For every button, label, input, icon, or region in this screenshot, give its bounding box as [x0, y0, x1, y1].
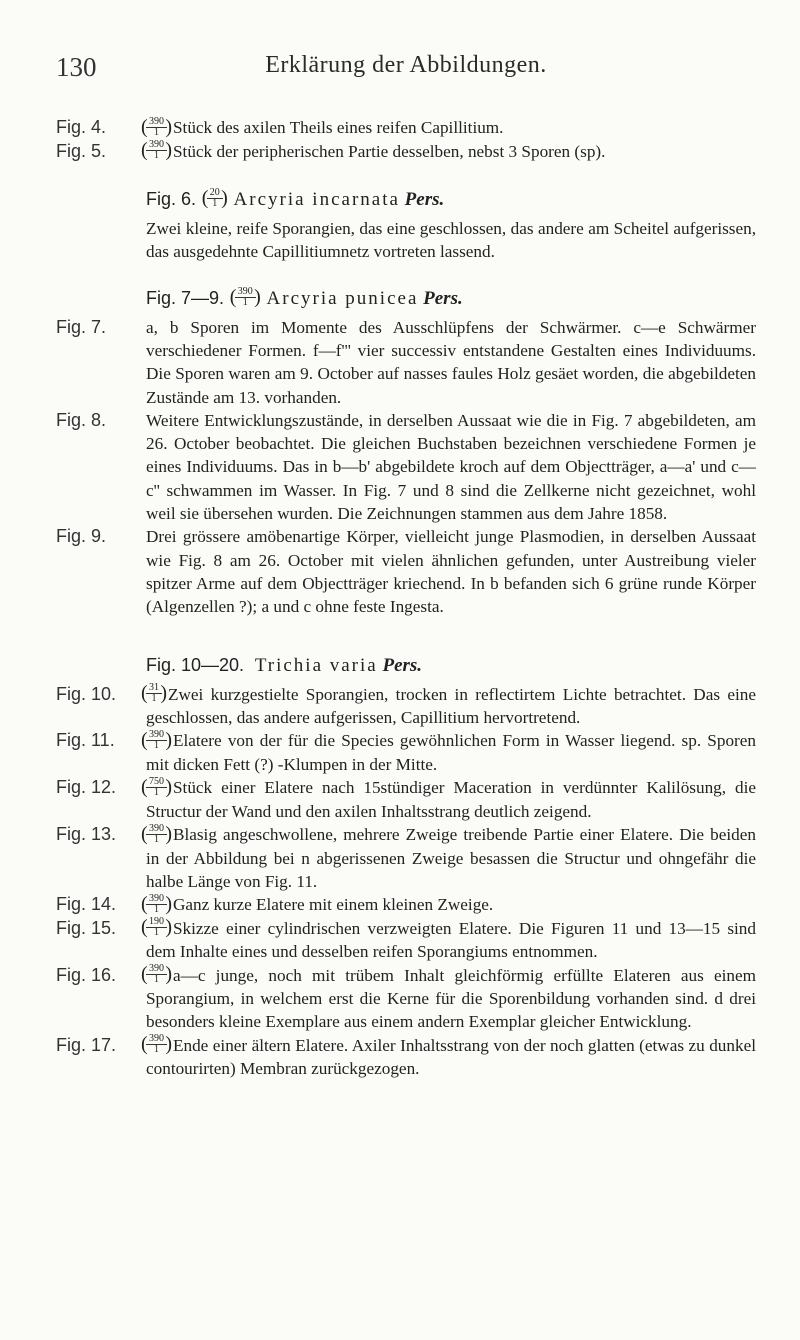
figure-description: ( $\frac{390}{1}$ ) Ende einer ältern Elatere. Axiler Inhaltsstrang von der noch glatten (etwas zu dunkel contourirten) Membran zurückgezogen.	[146, 1034, 756, 1081]
magnification: ( $\frac{390}{1}$ )	[146, 140, 167, 161]
running-title: Erklärung der Abbildungen.	[265, 52, 547, 78]
figure-description: ( $\frac{390}{1}$ ) Stück des axilen Theils eines reifen Capillitium.	[146, 116, 756, 140]
figure-description: ( $\frac{390}{1}$ ) Elatere von der für die Species gewöhnlichen Form in Wasser liegend. sp. Sporen mit dicken Fett (?) -Klumpen in der Mitte.	[146, 729, 756, 776]
figure-description: ( $\frac{31}{1}$ ) Zwei kurzgestielte Sporangien, trocken in reflectirtem Lichte betrachtet. Das eine geschlossen, das andere aufgerissen, Capillitium hervortretend.	[146, 683, 756, 730]
figure-entry-4	[56, 116, 756, 140]
figure-explanations	[56, 116, 756, 1081]
magnification: ( $\frac{390}{1}$ )	[235, 287, 256, 308]
species-name: Arcyria punicea	[266, 287, 419, 309]
species-author: Pers.	[382, 654, 423, 676]
species-author: Pers.	[404, 189, 445, 211]
magnification: ( $\frac{390}{1}$ )	[146, 964, 167, 985]
figure-entry-8	[56, 409, 756, 525]
species-name: Arcyria incarnata	[233, 189, 400, 211]
magnification: ( $\frac{31}{1}$ )	[146, 683, 162, 704]
figure-label: Fig. 8.	[56, 409, 107, 430]
figure-description: ( $\frac{390}{1}$ ) a—c junge, noch mit trübem Inhalt gleichförmig erfüllte Elateren aus einem Sporangium, in welchem erst die Kerne für die Sporenbildung vorhanden sind. d drei besonders kleine Exemplare aus einem andern Exemplar gleicher Entwicklung.	[146, 964, 756, 1034]
figure-description: a, b Sporen im Momente des Ausschlüpfens der Schwärmer. c—e Schwärmer verschiedener Formen. f—f''' vier successiv entstandene Gestalten eines Individuums. Die Sporen waren am 9. October auf nasses faules Holz gesäet worden, die abgebildeten Zustände am 13. vorhanden.	[146, 317, 756, 407]
figure-label: Fig. 10.	[56, 683, 117, 704]
figure-entry-9	[56, 525, 756, 618]
magnification: ( $\frac{390}{1}$ )	[146, 730, 167, 751]
species-author: Pers.	[423, 287, 463, 309]
figure-entry-13	[56, 823, 756, 893]
figure-description: ( $\frac{390}{1}$ ) Blasig angeschwollene, mehrere Zweige treibende Partie einer Elatere. Die beiden in der Abbildung bei n abgerissenen Zweige besassen die Structur und ohngefähr die halbe Länge von Fig. 11.	[146, 823, 756, 893]
magnification: ( $\frac{750}{1}$ )	[146, 777, 167, 798]
figure-label: Fig. 15.	[56, 917, 117, 938]
magnification: ( $\frac{20}{1}$ )	[207, 188, 223, 209]
magnification: ( $\frac{390}{1}$ )	[146, 117, 167, 138]
figure-entry-7	[56, 316, 756, 409]
figure-label: Fig. 9.	[56, 526, 107, 547]
magnification: ( $\frac{390}{1}$ )	[146, 824, 167, 845]
figure-entry-14	[56, 893, 756, 917]
figure-label: Fig. 17.	[56, 1034, 117, 1055]
figure-entry-10	[56, 683, 756, 730]
species-heading-arcyria-punicea: Fig. 7—9. ( $\frac{390}{1}$ ) Arcyria punicea Pers.	[56, 286, 756, 311]
figure-description: Zwei kleine, reife Sporangien, das eine geschlossen, das andere am Scheitel aufgerissen, das ausgedehnte Capillitiumnetz vortreten lassend.	[146, 219, 756, 262]
figure-description: ( $\frac{750}{1}$ ) Stück einer Elatere nach 15stündiger Maceration in verdünnter Kalilösung, die Structur der Wand und den axilen Inhaltsstrang deutlich zeigend.	[146, 776, 756, 823]
figure-entry-6	[56, 217, 756, 264]
magnification: ( $\frac{390}{1}$ )	[146, 894, 167, 915]
figure-label: Fig. 13.	[56, 824, 117, 845]
figure-entry-11	[56, 729, 756, 776]
figure-entry-12	[56, 776, 756, 823]
figure-entry-15	[56, 917, 756, 964]
species-heading-arcyria-incarnata: Fig. 6. ( $\frac{20}{1}$ ) Arcyria incarnata Pers.	[56, 187, 756, 212]
figure-description: ( $\frac{390}{1}$ ) Ganz kurze Elatere mit einem kleinen Zweige.	[146, 893, 756, 917]
figure-description: Weitere Entwicklungszustände, in derselben Aussaat wie die in Fig. 7 abgebildeten, am 26. October beobachtet. Die gleichen Buchstaben bezeichnen verschiedene Formen je eines Individuums. Das in b—b' abgebildete kroch auf dem Objectträger, a—a' und c—c'' schwammen im Wasser. In Fig. 7 und 8 sind die Zellkerne nicht gezeichnet, wohl weil sie übersehen wurden. Die Zeichnungen stammen aus dem Jahre 1858.	[146, 410, 756, 524]
figure-label: Fig. 12.	[56, 777, 117, 798]
figure-label: Fig. 4.	[56, 117, 107, 137]
figure-label: Fig. 7.	[56, 316, 107, 337]
page-header	[56, 52, 756, 86]
figure-description: ( $\frac{390}{1}$ ) Stück der peripherischen Partie desselben, nebst 3 Sporen (sp).	[146, 140, 756, 164]
figure-entry-5	[56, 140, 756, 164]
figure-label: Fig. 16.	[56, 964, 117, 985]
figure-entry-16	[56, 964, 756, 1034]
figure-label: Fig. 5.	[56, 140, 107, 161]
species-heading-trichia-varia: Fig. 10—20. Trichia varia Pers.	[146, 654, 423, 676]
magnification: ( $\frac{190}{1}$ )	[146, 917, 167, 938]
figure-description: Drei grössere amöbenartige Körper, vielleicht junge Plasmodien, in derselben Aussaat wie Fig. 8 am 26. October mit vielen ähnlichen gefunden, unter Austreibung vieler spitzer Arme auf dem Objectträger kriechend. In b befanden sich 6 grüne runde Körper (Algenzellen ?); a und c ohne feste Ingesta.	[146, 527, 756, 617]
figure-description: ( $\frac{190}{1}$ ) Skizze einer cylindrischen verzweigten Elatere. Die Figuren 11 und 13—15 sind dem Inhalte eines und desselben reifen Sporangiums entnommen.	[146, 917, 756, 964]
species-name: Trichia varia	[254, 654, 378, 676]
figure-label: Fig. 14.	[56, 894, 117, 915]
page-number: 130	[56, 52, 97, 82]
magnification: ( $\frac{390}{1}$ )	[146, 1034, 167, 1055]
figure-label: Fig. 11.	[56, 730, 115, 751]
figure-entry-17	[56, 1034, 756, 1081]
